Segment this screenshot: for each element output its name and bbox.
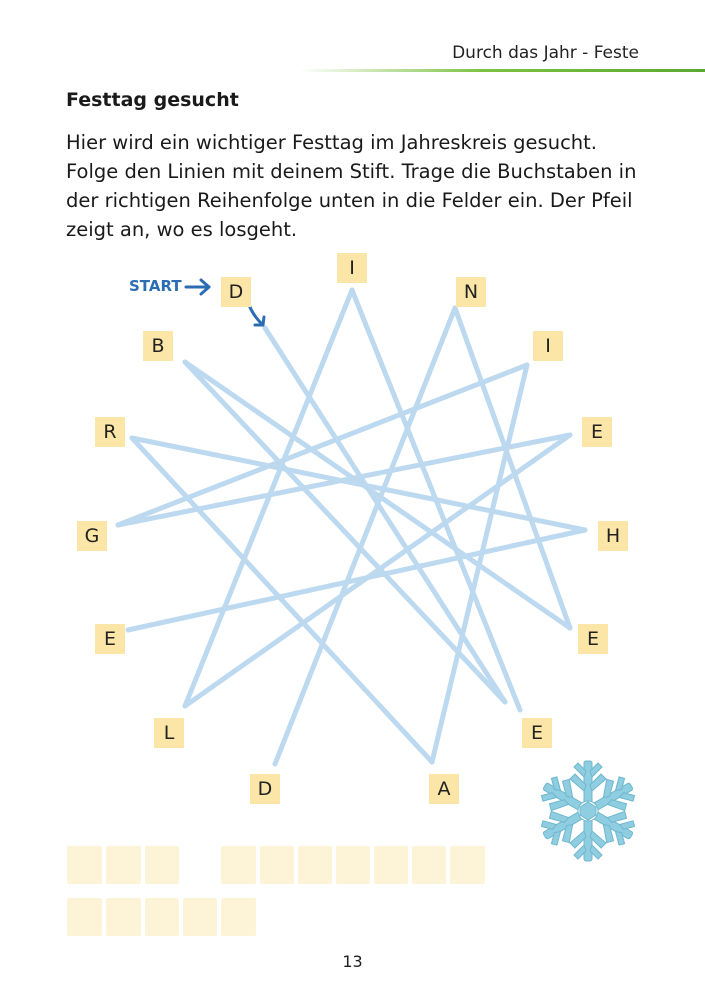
maze-line [185,290,352,706]
answer-field[interactable] [336,846,370,884]
header-divider [300,69,705,72]
letter-box: I [337,253,367,283]
answer-field[interactable] [67,846,102,884]
letter-box: G [77,521,107,551]
letter-box: L [154,718,184,748]
instruction-line: zeigt an, wo es losgeht. [66,218,298,241]
letter-box: D [250,774,280,804]
instruction-line: Folge den Linien mit deinem Stift. Trage die Buchstaben in [66,160,637,183]
letter-box: A [429,774,459,804]
letter-box: E [578,624,608,654]
letter-box: R [95,417,125,447]
line-maze [0,240,705,800]
answer-field[interactable] [145,846,179,884]
answer-field[interactable] [260,846,294,884]
page-number: 13 [342,952,363,971]
letter-box: B [143,331,173,361]
maze-line [265,328,505,702]
letter-box: D [221,277,251,307]
answer-field[interactable] [183,898,217,936]
answer-field[interactable] [412,846,446,884]
task-title: Festtag gesucht [66,89,239,111]
answer-field[interactable] [450,846,485,884]
letter-box: E [95,624,125,654]
header-title: Durch das Jahr - Feste [452,43,639,63]
instruction-line: Hier wird ein wichtiger Festtag im Jahreskreis gesucht. [66,131,597,154]
letter-box: I [533,331,563,361]
maze-line [432,365,527,762]
task-instructions [66,128,666,244]
direction-arrow [249,305,263,325]
letter-box: E [522,718,552,748]
answer-field[interactable] [298,846,332,884]
answer-field[interactable] [67,898,102,936]
letter-box: N [456,277,486,307]
answer-field[interactable] [106,846,141,884]
snowflake-icon [532,755,644,867]
answer-field[interactable] [374,846,408,884]
answer-field[interactable] [145,898,179,936]
instruction-line: der richtigen Reihenfolge unten in die Felder ein. Der Pfeil [66,189,633,212]
answer-field[interactable] [106,898,141,936]
letter-box: H [598,521,628,551]
letter-box: E [582,417,612,447]
maze-line [118,365,527,525]
maze-line [185,362,570,628]
start-label: START [129,277,182,295]
answer-field[interactable] [221,898,256,936]
answer-field[interactable] [221,846,256,884]
